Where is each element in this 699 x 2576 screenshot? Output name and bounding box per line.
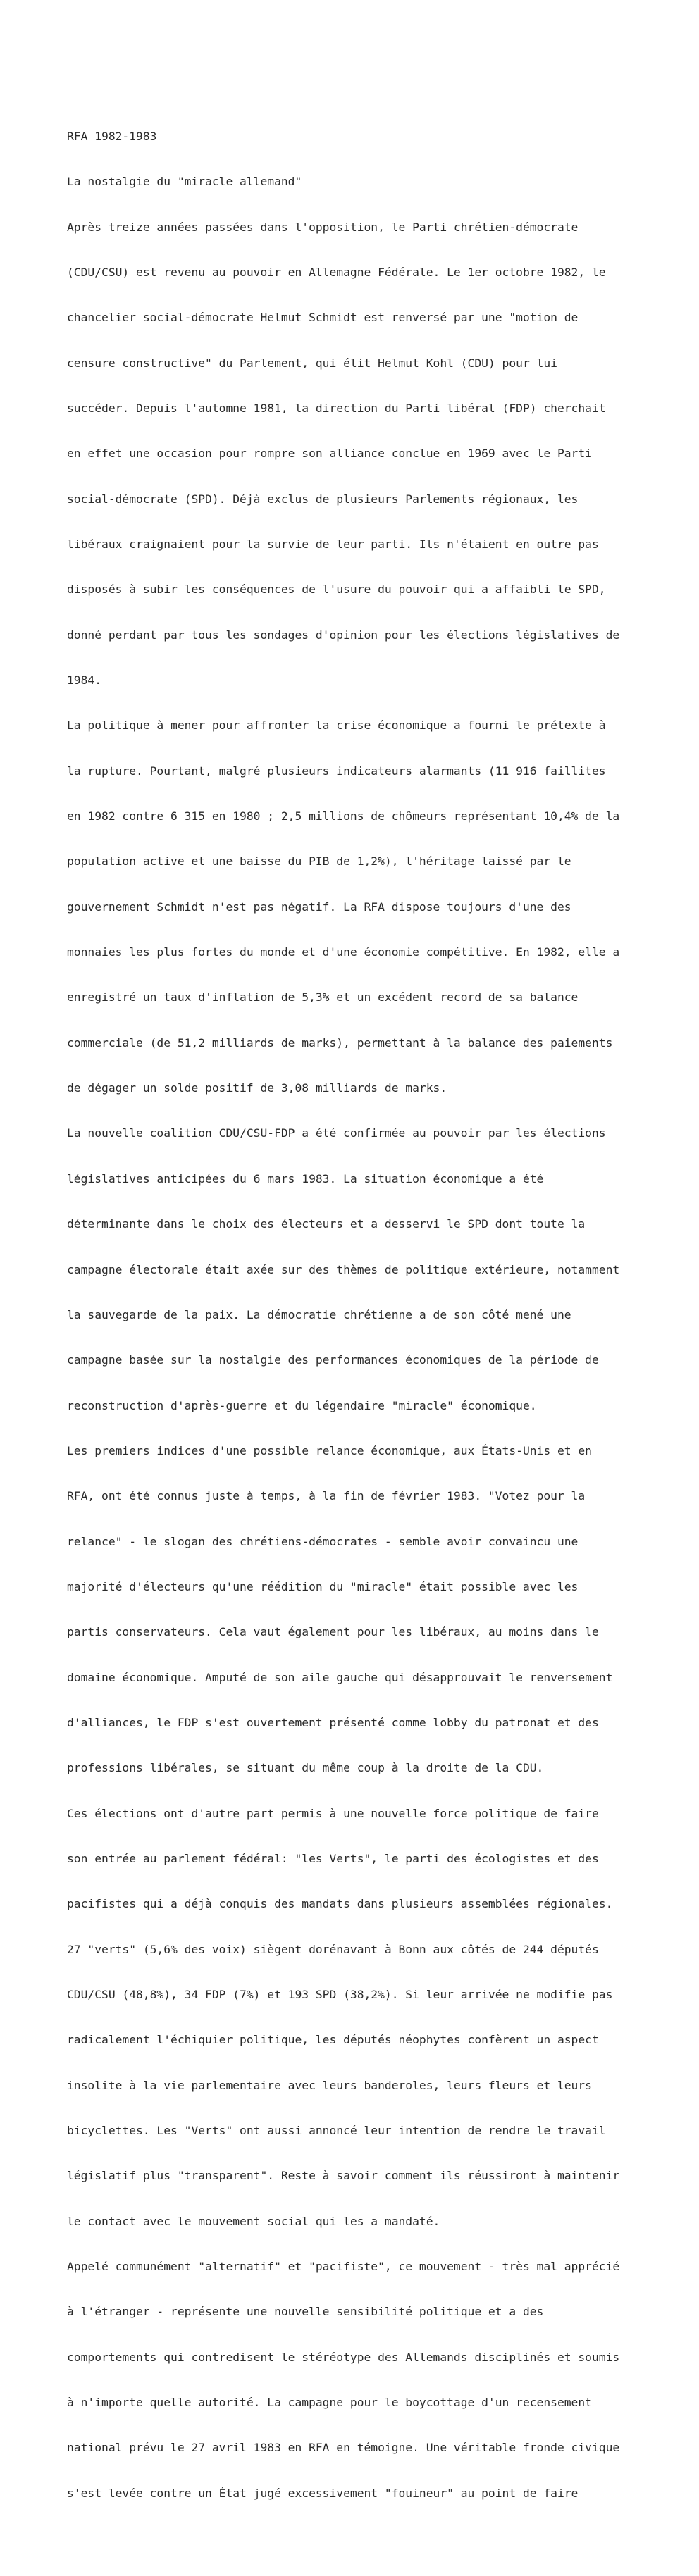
text-line: campagne électorale était axée sur des thèmes de politique extérieure, notamment — [67, 1262, 620, 1276]
text-line: chancelier social-démocrate Helmut Schmidt est renversé par une "motion de — [67, 311, 579, 325]
text-line: législatif plus "transparent". Reste à savoir comment ils réussiront à maintenir — [67, 2169, 620, 2183]
text-line: son entrée au parlement fédéral: "les Verts", le parti des écologistes et des — [67, 1851, 599, 1865]
text-line: bicyclettes. Les "Verts" ont aussi annoncé leur intention de rendre le travail — [67, 2124, 606, 2138]
text-line: La nouvelle coalition CDU/CSU-FDP a été confirmée au pouvoir par les élections — [67, 1126, 606, 1140]
text-line: national prévu le 27 avril 1983 en RFA en témoigne. Une véritable fronde civique — [67, 2441, 620, 2455]
text-line: législatives anticipées du 6 mars 1983. La situation économique a été — [67, 1171, 544, 1186]
text-line: professions libérales, se situant du même coup à la droite de la CDU. — [67, 1761, 544, 1775]
document-subtitle: La nostalgie du "miracle allemand" — [67, 175, 302, 189]
text-line: commerciale (de 51,2 milliards de marks), permettant à la balance des paiements — [67, 1035, 613, 1050]
text-line: Après treize années passées dans l'opposition, le Parti chrétien-démocrate — [67, 220, 579, 234]
text-line: la sauvegarde de la paix. La démocratie chrétienne a de son côté mené une — [67, 1307, 571, 1321]
text-line: monnaies les plus fortes du monde et d'une économie compétitive. En 1982, elle a — [67, 945, 620, 959]
text-line: population active et une baisse du PIB de 1,2%), l'héritage laissé par le — [67, 854, 571, 869]
text-line: RFA, ont été connus juste à temps, à la fin de février 1983. "Votez pour la — [67, 1489, 586, 1503]
text-line: à n'importe quelle autorité. La campagne pour le boycottage d'un recensement — [67, 2396, 592, 2410]
text-line: la rupture. Pourtant, malgré plusieurs indicateurs alarmants (11 916 faillites — [67, 764, 606, 778]
text-line: insolite à la vie parlementaire avec leurs banderoles, leurs fleurs et leurs — [67, 2078, 592, 2092]
text-line: Appelé communément "alternatif" et "pacifiste", ce mouvement - très mal apprécié — [67, 2260, 620, 2274]
text-line: partis conservateurs. Cela vaut également pour les libéraux, au moins dans le — [67, 1625, 599, 1639]
text-line: succéder. Depuis l'automne 1981, la direction du Parti libéral (FDP) cherchait — [67, 401, 606, 415]
text-line: pacifistes qui a déjà conquis des mandats dans plusieurs assemblées régionales. — [67, 1897, 613, 1911]
text-line: en effet une occasion pour rompre son alliance conclue en 1969 avec le Parti — [67, 447, 592, 461]
text-line: à l'étranger - représente une nouvelle sensibilité politique et a des — [67, 2305, 544, 2319]
text-line: domaine économique. Amputé de son aile gauche qui désapprouvait le renversement — [67, 1670, 613, 1684]
text-line: comportements qui contredisent le stéréotype des Allemands disciplinés et soumis — [67, 2350, 620, 2364]
text-line: de dégager un solde positif de 3,08 milliards de marks. — [67, 1081, 447, 1095]
document-title: RFA 1982-1983 — [67, 129, 157, 143]
text-line: donné perdant par tous les sondages d'opinion pour les élections législatives de — [67, 628, 620, 642]
text-line: (CDU/CSU) est revenu au pouvoir en Allemagne Fédérale. Le 1er octobre 1982, le — [67, 265, 606, 279]
text-line: enregistré un taux d'inflation de 5,3% et un excédent record de sa balance — [67, 990, 579, 1004]
text-line — [67, 2531, 645, 2546]
text-line: s'est levée contre un État jugé excessivement "fouineur" au point de faire — [67, 2486, 579, 2500]
text-line: reconstruction d'après-guerre et du légendaire "miracle" économique. — [67, 1398, 537, 1412]
text-line: CDU/CSU (48,8%), 34 FDP (7%) et 193 SPD (38,2%). Si leur arrivée ne modifie pas — [67, 1988, 613, 2001]
text-line: relance" - le slogan des chrétiens-démocrates - semble avoir convaincu une — [67, 1534, 579, 1548]
text-line: majorité d'électeurs qu'une réédition du "miracle" était possible avec les — [67, 1579, 579, 1593]
text-line: libéraux craignaient pour la survie de leur parti. Ils n'étaient en outre pas — [67, 537, 599, 551]
text-line: 1984. — [67, 673, 102, 687]
text-line: Ces élections ont d'autre part permis à une nouvelle force politique de faire — [67, 1806, 599, 1820]
text-line: en 1982 contre 6 315 en 1980 ; 2,5 millions de chômeurs représentant 10,4% de la — [67, 809, 620, 823]
text-line: déterminante dans le choix des électeurs et a desservi le SPD dont toute la — [67, 1217, 586, 1231]
text-line: d'alliances, le FDP s'est ouvertement présenté comme lobby du patronat et des — [67, 1715, 599, 1729]
document-body — [67, 99, 645, 2576]
text-line: radicalement l'échiquier politique, les députés néophytes confèrent un aspect — [67, 2033, 599, 2047]
text-line: gouvernement Schmidt n'est pas négatif. La RFA dispose toujours d'une des — [67, 900, 571, 914]
text-line: 27 "verts" (5,6% des voix) siègent dorénavant à Bonn aux côtés de 244 députés — [67, 1942, 599, 1956]
text-line: social-démocrate (SPD). Déjà exclus de plusieurs Parlements régionaux, les — [67, 492, 579, 506]
text-line: La politique à mener pour affronter la crise économique a fourni le prétexte à — [67, 718, 606, 733]
text-line: Les premiers indices d'une possible relance économique, aux États-Unis et en — [67, 1443, 592, 1457]
text-line: campagne basée sur la nostalgie des performances économiques de la période de — [67, 1353, 599, 1367]
text-line: le contact avec le mouvement social qui les a mandaté. — [67, 2214, 440, 2228]
text-line: censure constructive" du Parlement, qui élit Helmut Kohl (CDU) pour lui — [67, 356, 557, 370]
text-line: disposés à subir les conséquences de l'usure du pouvoir qui a affaibli le SPD, — [67, 583, 606, 597]
